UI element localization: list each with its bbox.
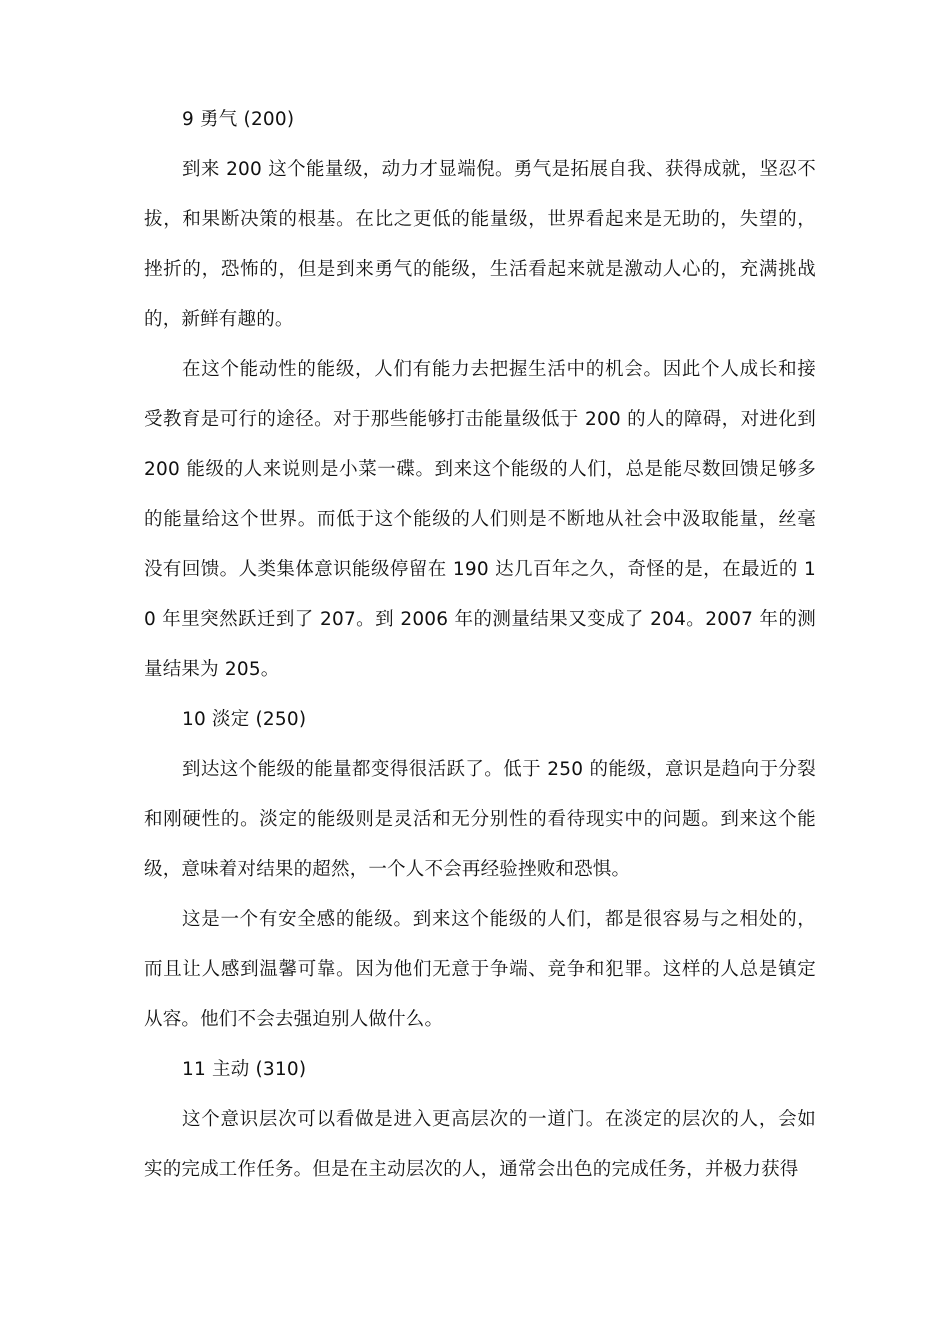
document-body: [144, 95, 816, 1195]
paragraph: 在这个能动性的能级，人们有能力去把握生活中的机会。因此个人成长和接受教育是可行的途径。对于那些能够打击能量级低于 200 的人的障碍，对进化到 200 能级的人来说则是小菜一碟。到来这个能级的人们，总是能尽数回馈足够多的能量给这个世界。而低于这个能级的人们则是不断地从社会中汲取能量，丝毫没有回馈。人类集体意识能级停留在 190 达几百年之久，奇怪的是，在最近的 10 年里突然跃迁到了 207。到 2006 年的测量结果又变成了 204。2007 年的测量结果为 205。: [144, 359, 816, 680]
section-heading-neutrality: 10 淡定 (250): [182, 709, 307, 730]
section-heading-willingness: 11 主动 (310): [182, 1059, 307, 1080]
paragraph: 这是一个有安全感的能级。到来这个能级的人们，都是很容易与之相处的，而且让人感到温馨可靠。因为他们无意于争端、竞争和犯罪。这样的人总是镇定从容。他们不会去强迫别人做什么。: [144, 909, 816, 1030]
paragraph: 到达这个能级的能量都变得很活跃了。低于 250 的能级，意识是趋向于分裂和刚硬性的。淡定的能级则是灵活和无分别性的看待现实中的问题。到来这个能级，意味着对结果的超然，一个人不会再经验挫败和恐惧。: [144, 759, 816, 880]
section-heading-courage: 9 勇气 (200): [182, 109, 295, 130]
paragraph: 到来 200 这个能量级，动力才显端倪。勇气是拓展自我、获得成就，坚忍不拔，和果断决策的根基。在比之更低的能量级，世界看起来是无助的，失望的，挫折的，恐怖的，但是到来勇气的能级，生活看起来就是激动人心的，充满挑战的，新鲜有趣的。: [144, 159, 816, 330]
paragraph: 这个意识层次可以看做是进入更高层次的一道门。在淡定的层次的人，会如实的完成工作任务。但是在主动层次的人，通常会出色的完成任务，并极力获得: [144, 1109, 816, 1180]
